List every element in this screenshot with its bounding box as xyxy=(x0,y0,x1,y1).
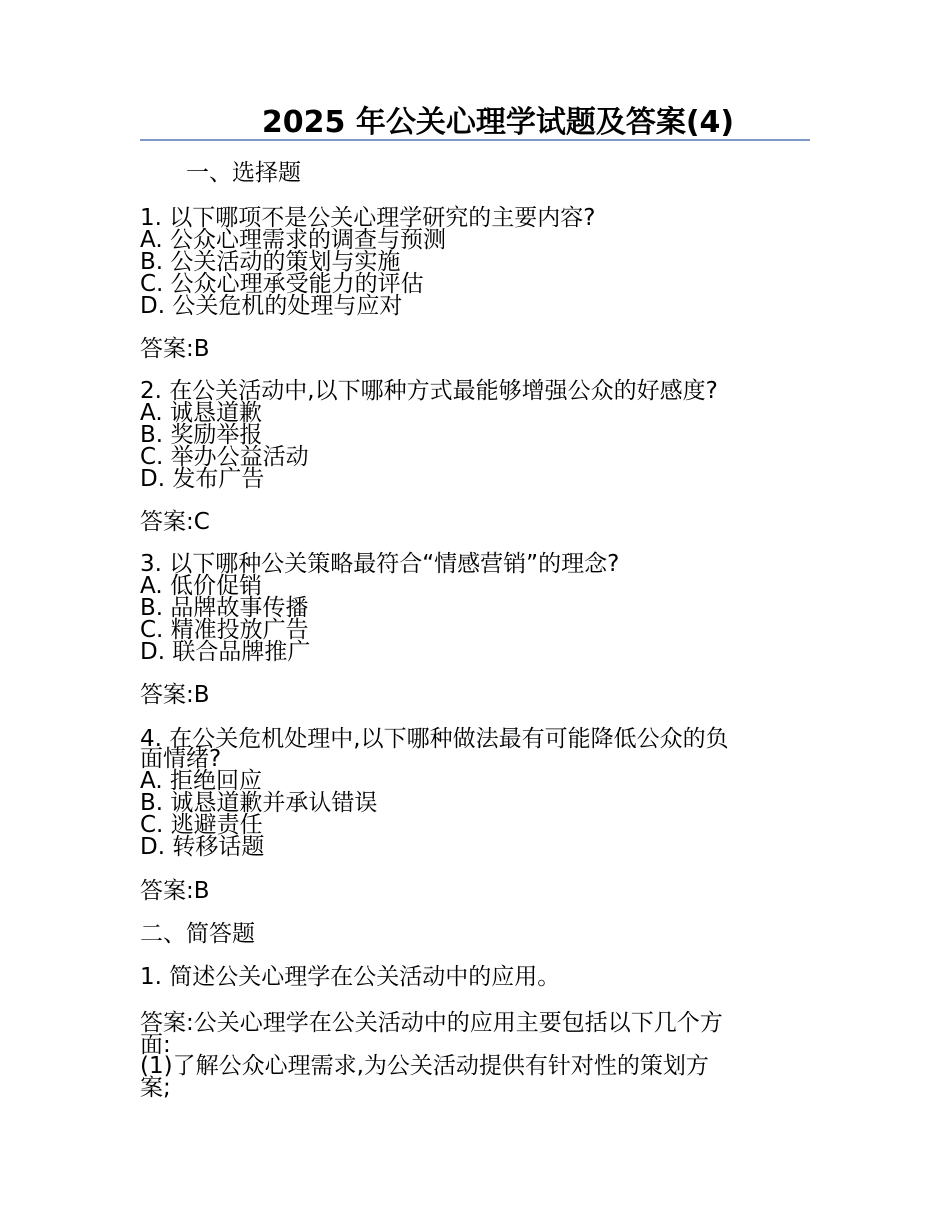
answer-continued: 面: xyxy=(140,1032,171,1058)
option: D. 联合品牌推广 xyxy=(140,639,311,665)
option: B. 奖励举报 xyxy=(140,422,263,448)
section-heading-choice: 一、选择题 xyxy=(186,160,301,186)
option: C. 逃避责任 xyxy=(140,812,263,838)
question-stem: 4. 在公关危机处理中,以下哪种做法最有可能降低公众的负 xyxy=(140,726,729,752)
section-heading-short-answer: 二、简答题 xyxy=(140,921,255,947)
option: B. 公关活动的策划与实施 xyxy=(140,249,401,275)
answer: 答案:公关心理学在公关活动中的应用主要包括以下几个方 xyxy=(140,1010,723,1036)
option: A. 诚恳道歉 xyxy=(140,400,262,426)
question-stem: 3. 以下哪种公关策略最符合“情感营销”的理念? xyxy=(140,551,620,577)
title-underline xyxy=(140,139,810,141)
option: A. 低价促销 xyxy=(140,573,262,599)
option: C. 公众心理承受能力的评估 xyxy=(140,271,424,297)
answer: 答案:B xyxy=(140,682,210,708)
question-stem-continued: 面情绪? xyxy=(140,746,222,772)
answer: 答案:B xyxy=(140,336,210,362)
option: D. 转移话题 xyxy=(140,834,265,860)
option: A. 公众心理需求的调查与预测 xyxy=(140,227,446,253)
page-title: 2025 年公关心理学试题及答案(4) xyxy=(261,105,735,140)
option: B. 诚恳道歉并承认错误 xyxy=(140,790,378,816)
option: D. 发布广告 xyxy=(140,466,265,492)
option: B. 品牌故事传播 xyxy=(140,595,309,621)
option: D. 公关危机的处理与应对 xyxy=(140,293,403,319)
answer: 答案:C xyxy=(140,509,210,535)
option: C. 举办公益活动 xyxy=(140,444,309,470)
option: C. 精准投放广告 xyxy=(140,617,309,643)
answer-point-continued: 案; xyxy=(140,1075,171,1101)
option: A. 拒绝回应 xyxy=(140,768,262,794)
question-stem: 1. 以下哪项不是公关心理学研究的主要内容? xyxy=(140,205,596,231)
answer-point: (1)了解公众心理需求,为公关活动提供有针对性的策划方 xyxy=(140,1053,709,1079)
answer: 答案:B xyxy=(140,878,210,904)
question-stem: 1. 简述公关心理学在公关活动中的应用。 xyxy=(140,964,561,990)
question-stem: 2. 在公关活动中,以下哪种方式最能够增强公众的好感度? xyxy=(140,378,718,404)
